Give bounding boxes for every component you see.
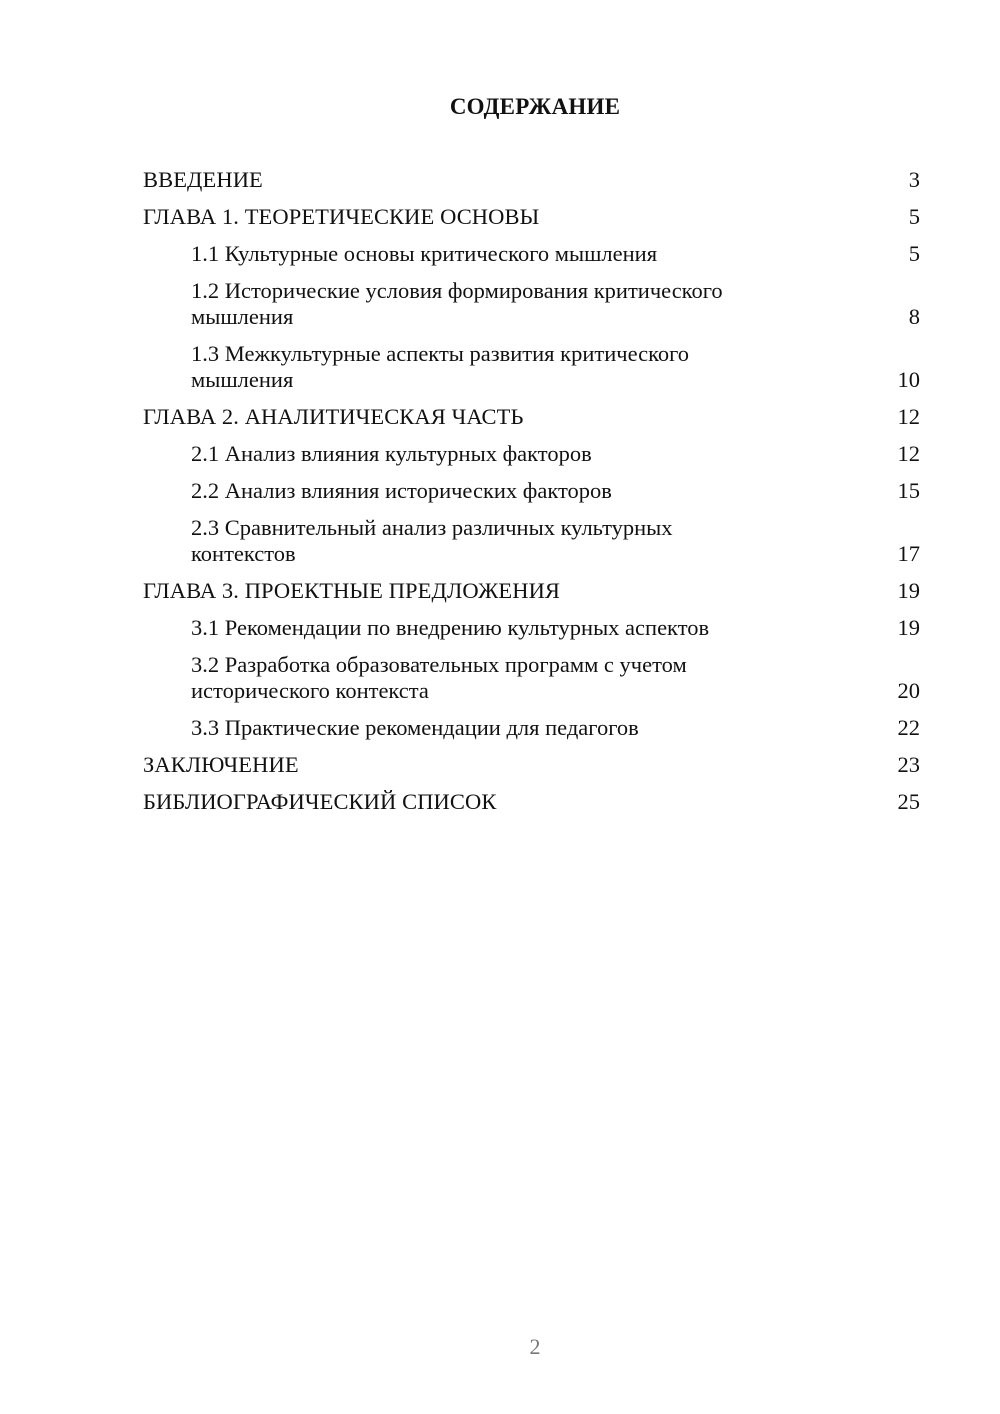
toc-entry-section-1-2[interactable]	[143, 278, 920, 330]
toc-entry-title: ГЛАВА 3. ПРОЕКТНЫЕ ПРЕДЛОЖЕНИЯ	[143, 578, 561, 603]
toc-entry-page: 8	[908, 304, 920, 329]
toc-entry-conclusion[interactable]	[143, 752, 920, 778]
toc-entry-page: 12	[897, 404, 920, 429]
toc-entry-page: 23	[897, 752, 920, 777]
toc-entry-chapter-2[interactable]	[143, 404, 920, 430]
toc-entry-page: 10	[897, 367, 920, 392]
toc-entry-title: 3.3 Практические рекомендации для педагогов	[191, 715, 639, 740]
toc-entry-title: ГЛАВА 1. ТЕОРЕТИЧЕСКИЕ ОСНОВЫ	[143, 204, 540, 229]
toc-entry-title: ЗАКЛЮЧЕНИЕ	[143, 752, 299, 777]
toc-entry-page: 12	[897, 441, 920, 466]
table-of-contents	[143, 167, 920, 826]
toc-entry-title: 1.2 Исторические условия формирования критического мышления	[191, 278, 723, 329]
toc-entry-page: 3	[908, 167, 920, 192]
toc-entry-page: 22	[897, 715, 920, 740]
toc-entry-page: 15	[897, 478, 920, 503]
toc-entry-title: 1.3 Межкультурные аспекты развития критического мышления	[191, 341, 690, 392]
toc-entry-section-2-1[interactable]	[143, 441, 920, 467]
toc-entry-section-3-3[interactable]	[143, 715, 920, 741]
toc-entry-bibliography[interactable]	[143, 789, 920, 815]
toc-entry-title: 2.3 Сравнительный анализ различных культурных контекстов	[191, 515, 673, 566]
toc-entry-introduction[interactable]	[143, 167, 920, 193]
toc-entry-section-1-3[interactable]	[143, 341, 920, 393]
toc-entry-chapter-3[interactable]	[143, 578, 920, 604]
toc-entry-section-2-3[interactable]	[143, 515, 920, 567]
toc-entry-chapter-1[interactable]	[143, 204, 920, 230]
toc-entry-page: 19	[897, 578, 920, 603]
toc-entry-page: 25	[897, 789, 920, 814]
toc-entry-page: 17	[897, 541, 920, 566]
toc-entry-section-3-1[interactable]	[143, 615, 920, 641]
toc-entry-page: 19	[897, 615, 920, 640]
toc-entry-section-3-2[interactable]	[143, 652, 920, 704]
toc-entry-title: 2.2 Анализ влияния исторических факторов	[191, 478, 612, 503]
toc-entry-title: ГЛАВА 2. АНАЛИТИЧЕСКАЯ ЧАСТЬ	[143, 404, 524, 429]
page-number: 2	[529, 1334, 541, 1359]
toc-entry-page: 5	[908, 204, 920, 229]
toc-entry-title: 3.2 Разработка образовательных программ с учетом исторического контекста	[191, 652, 687, 703]
toc-entry-section-1-1[interactable]	[143, 241, 920, 267]
toc-entry-page: 5	[908, 241, 920, 266]
toc-entry-page: 20	[897, 678, 920, 703]
toc-entry-section-2-2[interactable]	[143, 478, 920, 504]
page-title: СОДЕРЖАНИЕ	[449, 94, 621, 119]
toc-entry-title: ВВЕДЕНИЕ	[143, 167, 263, 192]
toc-entry-title: БИБЛИОГРАФИЧЕСКИЙ СПИСОК	[143, 789, 497, 814]
toc-entry-title: 1.1 Культурные основы критического мышления	[191, 241, 658, 266]
toc-entry-title: 2.1 Анализ влияния культурных факторов	[191, 441, 592, 466]
toc-entry-title: 3.1 Рекомендации по внедрению культурных аспектов	[191, 615, 710, 640]
